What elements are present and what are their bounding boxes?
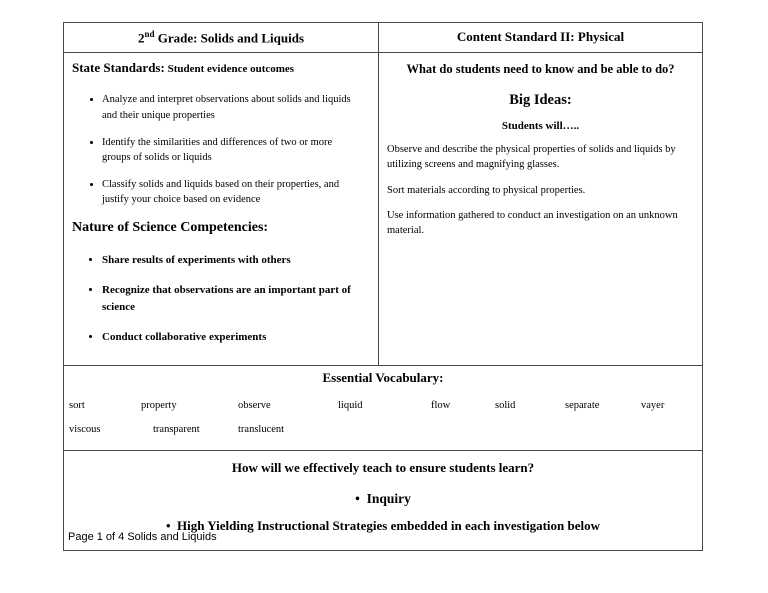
page-footer: Page 1 of 4 Solids and Liquids [68,531,217,543]
know-and-do-heading: What do students need to know and be able to do? [406,62,675,77]
grade-number: 2 [137,30,145,46]
vocab-word: liquid [338,399,363,411]
vocab-word: observe [238,399,271,411]
vocab-word: separate [565,399,600,411]
know-and-do-cell [379,53,702,364]
teaching-heading: How will we effectively teach to ensure students learn? [231,459,535,475]
student-evidence-label: Student evidence outcomes [164,63,295,76]
vocab-word: transparent [153,423,200,435]
students-will-label: Students will….. [501,120,580,133]
teaching-list [74,491,692,534]
paragraph: Use information gathered to conduct an investigation on an unknown material. [387,210,678,237]
title-cell-standard: Content Standard II: Physical [456,29,625,44]
competencies-list [102,252,370,346]
vocab-word: vayer [641,399,665,411]
state-standards-label: State Standards: [72,60,165,76]
state-standards-heading [72,60,370,76]
title-cell-grade [64,23,379,52]
state-standards-cell [64,53,379,364]
curriculum-table [63,22,703,551]
list-item: • Share results of experiments with others [102,252,362,269]
vocabulary-line-2 [64,424,702,438]
grade-ordinal-suffix: nd [144,29,155,39]
list-item: • Conduct collaborative experiments [102,329,362,346]
big-ideas-heading: Big Ideas: [509,92,572,109]
vocab-word: viscous [69,423,101,435]
list-item: • Classify solids and liquids based on their properties, and justify your choice based on evidence [102,177,362,207]
competencies-heading: Nature of Science Competencies: [72,219,269,235]
paragraph: Observe and describe the physical properties of solids and liquids by utilizing screens and magnifying glasses. [387,144,676,171]
list-item: • Analyze and interpret observations about solids and liquids and their unique properties [102,92,362,122]
list-item: • High Yielding Instructional Strategies embedded in each investigation below [166,518,600,534]
list-item: • Inquiry [355,491,411,507]
list-item: • Identify the similarities and differences of two or more groups of solids or liquids [102,135,362,165]
vocab-word: sort [69,399,85,411]
state-standards-list [102,92,370,207]
grade-title-rest: Grade: Solids and Liquids [154,30,305,46]
vocab-word: translucent [238,423,285,435]
vocab-word: flow [431,399,451,411]
list-item: • Recognize that observations are an important part of science [102,282,362,315]
vocabulary-heading: Essential Vocabulary: [322,369,444,385]
paragraph: Sort materials according to physical properties. [387,184,586,196]
vocab-word: property [141,399,177,411]
title-row [64,23,702,53]
vocabulary-line-1 [64,400,702,414]
vocabulary-row [64,365,702,450]
vocab-word: solid [495,399,516,411]
body-row [64,53,702,364]
